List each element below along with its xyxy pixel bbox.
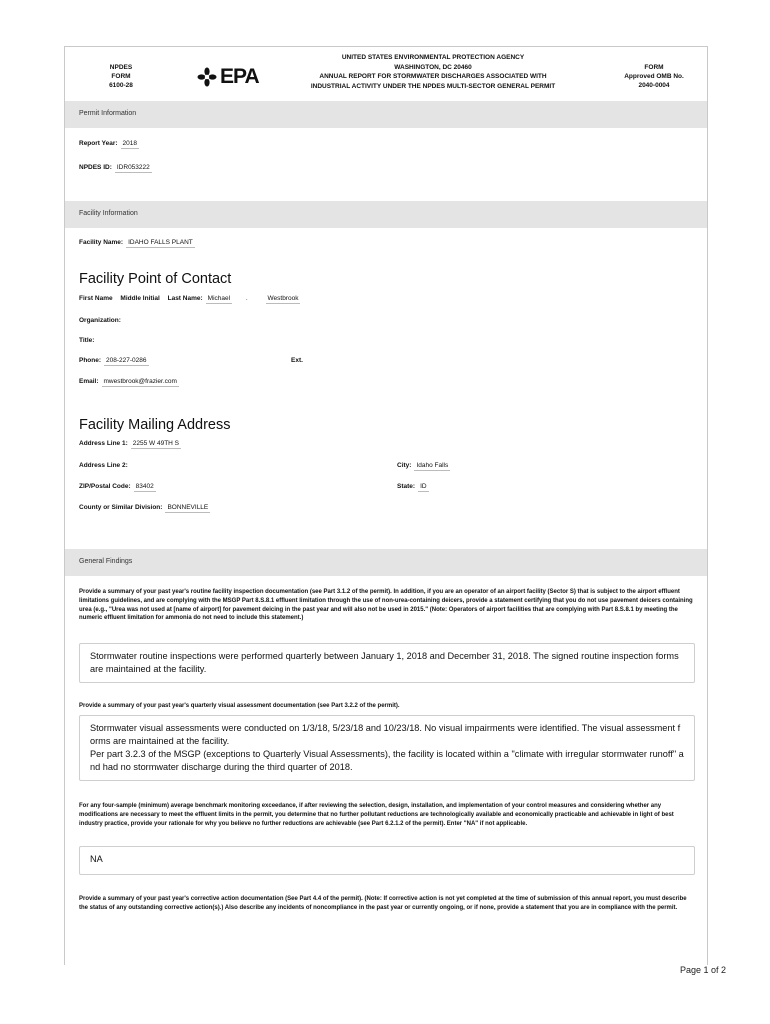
field-label: Report Year: [79, 140, 118, 147]
facility-name-row [79, 239, 195, 248]
epa-logo [197, 65, 259, 89]
answer-paragraph: Per part 3.2.3 of the MSGP (exceptions to Quarterly Visual Assessments), the facility is located within a "climate with irregular stormwater runoff" and had no stormwater discharge during the third quarter of 2018. [90, 749, 684, 772]
email-value: mwestbrook@frazier.com [103, 378, 177, 385]
agency-line: ANNUAL REPORT FOR STORMWATER DISCHARGES ASSOCIATED WITH [319, 73, 547, 80]
field-label: Middle Initial [120, 295, 160, 302]
title-row [79, 337, 94, 344]
county-row [79, 504, 210, 513]
city-value: Idaho Falls [416, 462, 449, 469]
form-label-line: 6100-28 [109, 82, 133, 89]
field-label: State: [397, 483, 416, 490]
zip-value: 83402 [135, 483, 154, 490]
first-name-value: Michael [207, 295, 231, 302]
field-label: Phone: [79, 357, 102, 364]
visual-assessment-answer[interactable] [79, 715, 695, 781]
phone-ext-row [291, 357, 303, 364]
state-value: ID [420, 483, 427, 490]
field-label: Email: [79, 378, 99, 385]
general-findings-band [65, 549, 707, 576]
routine-inspection-answer[interactable]: Stormwater routine inspections were performed quarterly between January 1, 2018 and December 31, 2018. The signed routine inspection forms are maintained at the facility. [79, 643, 695, 683]
npdes-id-row [79, 164, 152, 173]
address-line-1-value: 2255 W 49TH S [132, 440, 180, 447]
section-title: General Findings [79, 558, 133, 565]
field-label: Address Line 1: [79, 440, 128, 447]
omb-line: 2040-0004 [638, 82, 670, 89]
email-row [79, 378, 179, 387]
point-of-contact-heading: Facility Point of Contact [79, 271, 232, 287]
field-label: Last Name: [167, 295, 203, 302]
form-header [65, 47, 707, 101]
section-title: Facility Information [79, 210, 138, 217]
epa-logo-text: EPA [220, 65, 259, 88]
npdes-id-value: IDR053222 [116, 164, 150, 171]
benchmark-exceedance-answer[interactable]: NA [79, 846, 695, 875]
agency-title-block [293, 53, 573, 91]
section-title: Permit Information [79, 110, 137, 117]
report-year-row [79, 140, 139, 149]
corrective-action-question: Provide a summary of your past year's corrective action documentation (See Part 4.4 of the permit). (Note: If corrective action is not yet completed at the time of submission of this annual report, you must describe the status of any outstanding corrective action(s).) Also describe any incidents of noncompliance in the past year or currently ongoing, or if none, provide a statement that you are in compliance with the permit. [79, 896, 687, 911]
address-line-2-row [79, 462, 128, 469]
field-label: ZIP/Postal Code: [79, 483, 131, 490]
form-page [64, 46, 708, 965]
field-label: County or Similar Division: [79, 504, 163, 511]
field-label: Title: [79, 337, 95, 344]
last-name-value: Westbrook [267, 295, 299, 302]
omb-line: FORM [644, 64, 664, 71]
agency-line: WASHINGTON, DC 20460 [394, 63, 472, 71]
zip-row [79, 483, 156, 492]
middle-initial-value: . [245, 295, 248, 302]
permit-information-band [65, 101, 707, 128]
benchmark-exceedance-question: For any four-sample (minimum) average benchmark monitoring exceedance, if after reviewing the selection, design, installation, and implementation of your control measures and considering whether any modifications are necessary to meet the effluent limits in the permit, you determine that no further pollutant reductions are technologically available and economically practicable and achievable in light of best industry practice, provide your rationale for why you believe no further reductions are achievable (see Part 6.2.1.2 of the permit). Enter "NA" if not applicable. [79, 803, 674, 827]
page-number: Page 1 of 2 [680, 965, 727, 975]
state-row [397, 483, 429, 492]
field-label: NPDES ID: [79, 164, 112, 171]
contact-name-row [79, 295, 300, 304]
form-label-line: FORM [111, 73, 131, 80]
routine-inspection-question: Provide a summary of your past year's routine facility inspection documentation (see Part 3.1.2 of the permit). In addition, if you are an operator of an airport facility (Sector S) that is subject to the airport effluent limitations guidelines, and are complying with the MSGP Part 8.S.8.1 effluent limitation through the use of non-urea-containing deicers, provide a statement certifying that you do not use pavement deicers containing urea (e.g., "Urea was not used at [name of airport] for pavement deicing in the past year and will also not be used in 2015." (Note: Operators of airport facilities that are complying with Part 8.S.8.1 by meeting the numeric effluent limitation for ammonia do not need to include this statement.) [79, 589, 693, 622]
visual-assessment-question: Provide a summary of your past year's quarterly visual assessment documentation (see Part 3.2.2 of the permit). [79, 703, 400, 709]
mailing-address-heading: Facility Mailing Address [79, 417, 231, 433]
agency-line: UNITED STATES ENVIRONMENTAL PROTECTION AGENCY [341, 54, 525, 61]
organization-row [79, 317, 121, 324]
omb-block [609, 63, 699, 90]
epa-flower-icon [197, 67, 217, 87]
field-label: Address Line 2: [79, 462, 128, 469]
facility-information-band [65, 201, 707, 228]
answer-paragraph: Stormwater visual assessments were conducted on 1/3/18, 5/23/18 and 10/23/18. No visual impairments were identified. The visual assessment forms are maintained at the facility. [90, 723, 681, 746]
address-line-1-row [79, 440, 181, 449]
field-label: City: [397, 462, 412, 469]
field-label: First Name [79, 295, 113, 302]
city-row [397, 462, 450, 471]
agency-line: INDUSTRIAL ACTIVITY UNDER THE NPDES MULTI-SECTOR GENERAL PERMIT [310, 82, 556, 90]
field-label: Ext. [291, 357, 303, 364]
phone-row [79, 357, 149, 366]
county-value: BONNEVILLE [167, 504, 209, 511]
omb-line: Approved OMB No. [624, 73, 684, 80]
form-label-line: NPDES [109, 64, 133, 71]
field-label: Facility Name: [79, 239, 124, 246]
report-year-value: 2018 [122, 140, 138, 147]
facility-name-value: IDAHO FALLS PLANT [128, 239, 193, 246]
phone-value: 208-227-0286 [106, 357, 147, 364]
form-number-block [85, 63, 157, 90]
field-label: Organization: [79, 317, 121, 324]
